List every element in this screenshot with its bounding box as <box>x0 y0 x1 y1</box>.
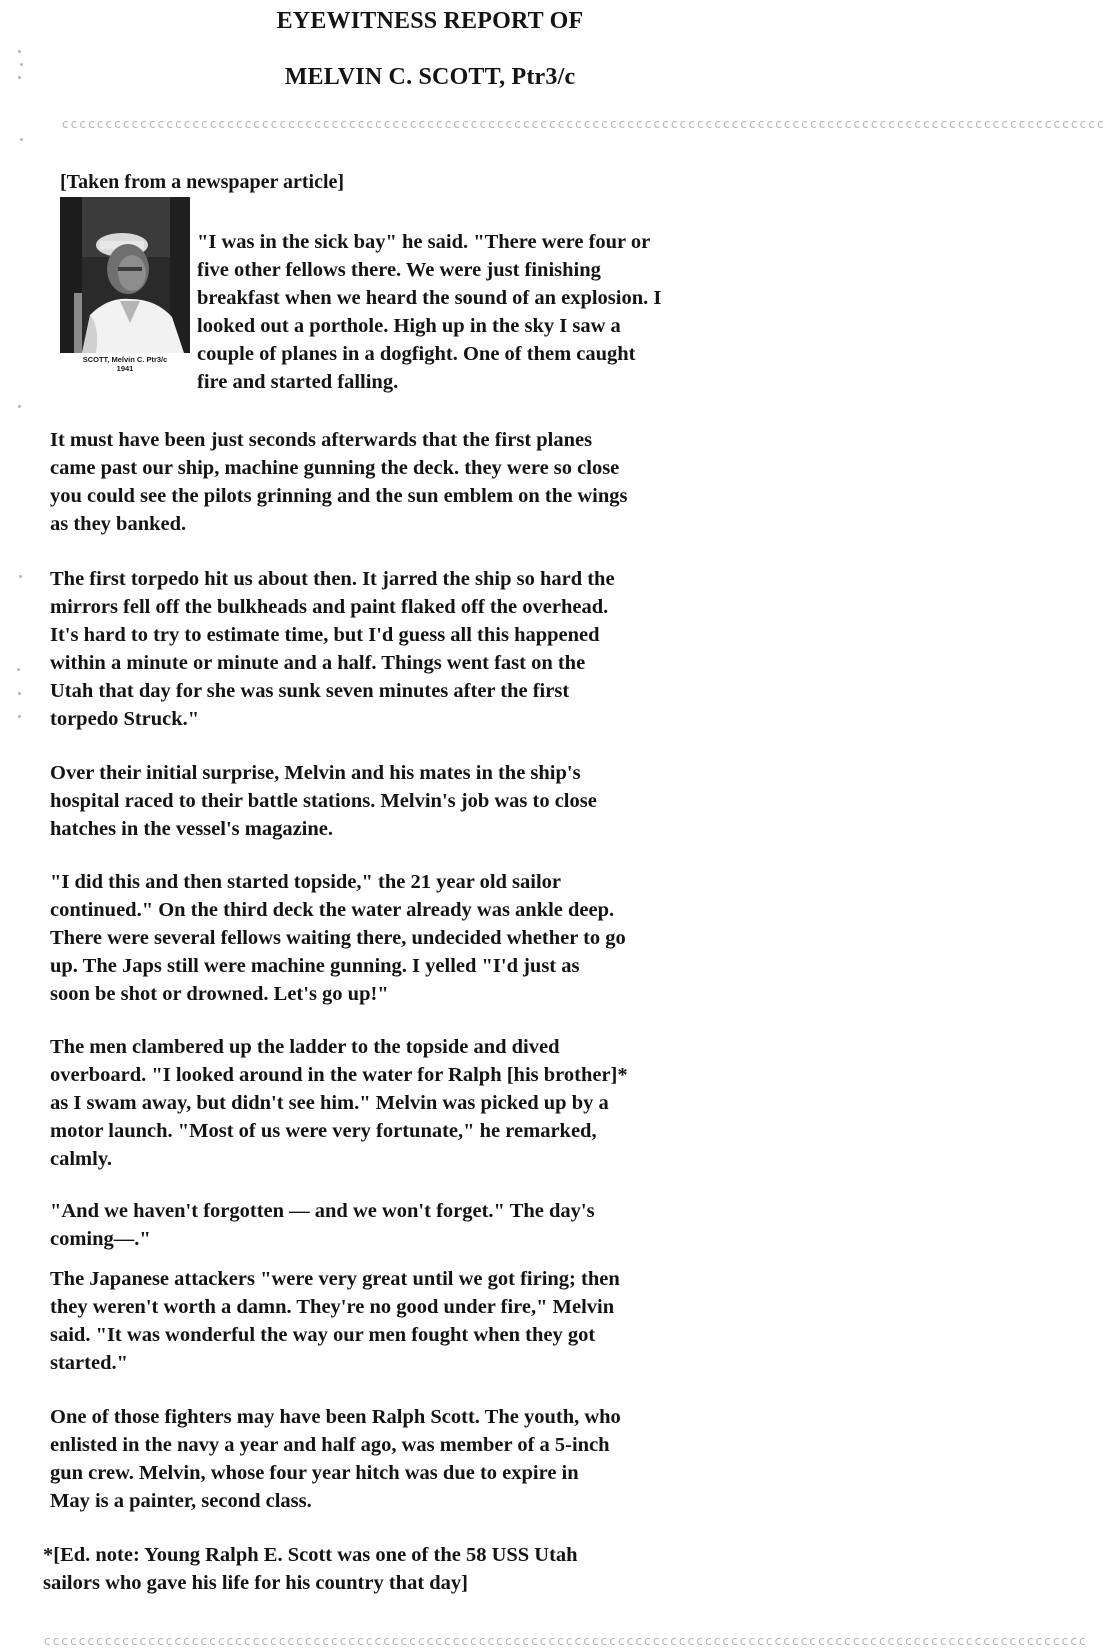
paragraph <box>197 228 661 396</box>
paragraph-line: calmly. <box>50 1148 113 1170</box>
paragraph-line: hatches in the vessel's magazine. <box>50 818 333 840</box>
paragraph-line: torpedo Struck." <box>50 708 200 730</box>
paragraph-line: One of those fighters may have been Ralph Scott. The youth, who <box>50 1406 621 1428</box>
paragraph-line: motor launch. "Most of us were very fortunate," he remarked, <box>50 1120 597 1142</box>
margin-hole-marks <box>12 0 32 1651</box>
paragraph-line: couple of planes in a dogfight. One of them caught <box>197 343 636 365</box>
paragraph-line: fire and started falling. <box>197 371 399 393</box>
paragraph-line: as I swam away, but didn't see him." Melvin was picked up by a <box>50 1092 609 1114</box>
portrait-photo <box>60 197 190 353</box>
paragraph-line: Utah that day for she was sunk seven minutes after the first <box>50 680 570 702</box>
paragraph-line: five other fellows there. We were just finishing <box>197 259 601 281</box>
paragraph <box>50 1033 628 1173</box>
paragraph-line: overboard. "I looked around in the water for Ralph [his brother]* <box>50 1064 628 1086</box>
paragraph-line: There were several fellows waiting there, undecided whether to go <box>50 927 626 949</box>
paragraph-line: soon be shot or drowned. Let's go up!" <box>50 983 389 1005</box>
paragraph-line: coming—." <box>50 1228 151 1250</box>
paragraph-line: within a minute or minute and a half. Things went fast on the <box>50 652 586 674</box>
paragraph-line: It's hard to try to estimate time, but I'd guess all this happened <box>50 624 600 646</box>
paragraph-line: continued." On the third deck the water already was ankle deep. <box>50 899 615 921</box>
paragraph <box>50 1197 595 1253</box>
paragraph <box>50 426 628 538</box>
paragraph-line: *[Ed. note: Young Ralph E. Scott was one of the 58 USS Utah <box>43 1544 578 1566</box>
paragraph-line: May is a painter, second class. <box>50 1490 312 1512</box>
paragraph-line: up. The Japs still were machine gunning. I yelled "I'd just as <box>50 955 580 977</box>
paragraph-line: The Japanese attackers "were very great until we got firing; then <box>50 1268 620 1290</box>
source-note: [Taken from a newspaper article] <box>60 171 345 193</box>
photo-caption-year: 1941 <box>116 364 134 373</box>
paragraph-line: gun crew. Melvin, whose four year hitch was due to expire in <box>50 1462 579 1484</box>
paragraph <box>50 565 615 733</box>
bottom-divider: cccccccccccccccccccccccccccccccccccccccccccccccccccccccccccccccccccccccccccccccccccccccccccccccccccccccccccccccccccccccc <box>44 1634 1088 1648</box>
paragraph-line: looked out a porthole. High up in the sky I saw a <box>197 315 621 337</box>
paragraph <box>50 868 626 1008</box>
paragraph <box>50 759 597 843</box>
paragraph-line: hospital raced to their battle stations. Melvin's job was to close <box>50 790 597 812</box>
paragraph-line: mirrors fell off the bulkheads and paint flaked off the overhead. <box>50 596 609 618</box>
photo-caption <box>60 355 190 373</box>
paragraph-line: came past our ship, machine gunning the deck. they were so close <box>50 457 620 479</box>
paragraph-line: breakfast when we heard the sound of an explosion. I <box>197 287 662 309</box>
paragraph-line: The men clambered up the ladder to the topside and dived <box>50 1036 560 1058</box>
paragraph-line: It must have been just seconds afterwards that the first planes <box>50 429 593 451</box>
editor-note <box>43 1541 578 1597</box>
paragraph-line: said. "It was wonderful the way our men fought when they got <box>50 1324 596 1346</box>
paragraph-line: started." <box>50 1352 128 1374</box>
paragraph-line: "And we haven't forgotten — and we won't forget." The day's <box>50 1200 595 1222</box>
paragraph <box>50 1403 621 1515</box>
paragraph-line: The first torpedo hit us about then. It jarred the ship so hard the <box>50 568 615 590</box>
report-subtitle: MELVIN C. SCOTT, Ptr3/c <box>284 64 576 90</box>
paragraph-line: sailors who gave his life for his country that day] <box>43 1572 469 1594</box>
paragraph-line: Over their initial surprise, Melvin and his mates in the ship's <box>50 762 581 784</box>
paragraph-line: you could see the pilots grinning and the sun emblem on the wings <box>50 485 628 507</box>
paragraph-line: "I was in the sick bay" he said. "There were four or <box>197 231 651 253</box>
report-title: EYEWITNESS REPORT OF <box>276 8 584 34</box>
paragraph-line: as they banked. <box>50 513 187 535</box>
paragraph-line: enlisted in the navy a year and half ago, was member of a 5-inch <box>50 1434 610 1456</box>
photo-caption-name: SCOTT, Melvin C. Ptr3/c <box>82 355 168 364</box>
paragraph-line: "I did this and then started topside," the 21 year old sailor <box>50 871 562 893</box>
paragraph <box>50 1265 620 1377</box>
top-divider: cccccccccccccccccccccccccccccccccccccccccccccccccccccccccccccccccccccccccccccccccccccccccccccccccccccccccccccccccccccccc <box>62 117 1106 131</box>
paragraph-line: they weren't worth a damn. They're no good under fire," Melvin <box>50 1296 615 1318</box>
